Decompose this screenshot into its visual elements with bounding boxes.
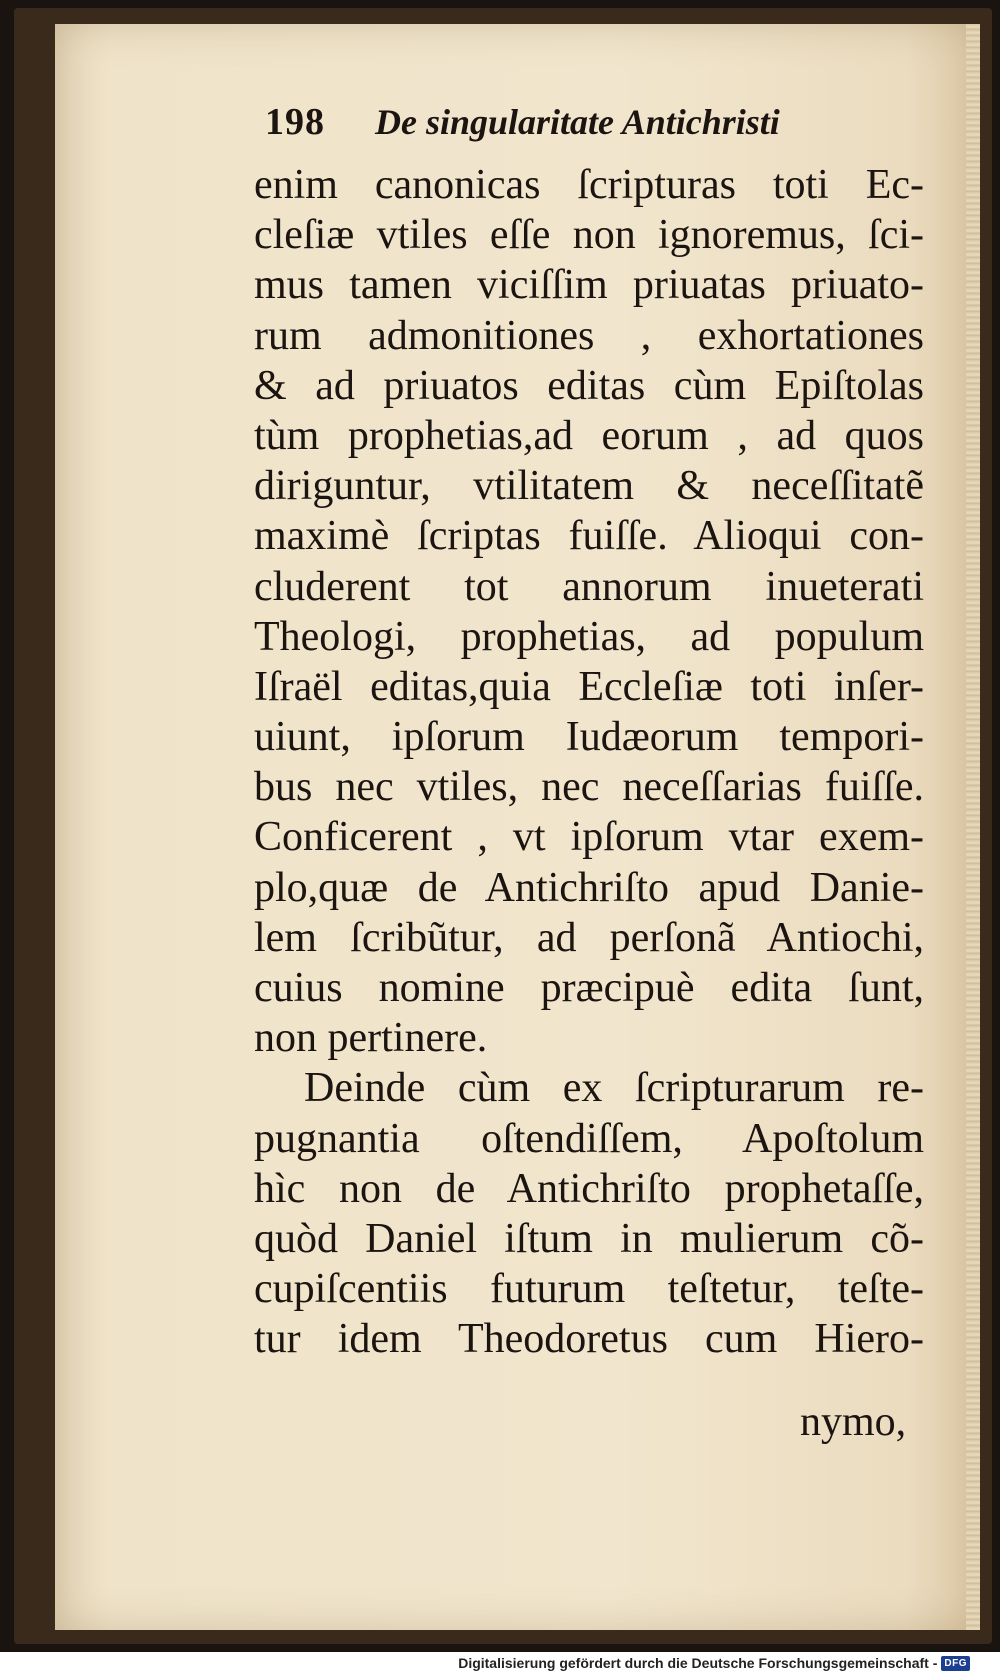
body-text <box>254 160 924 1365</box>
funding-note <box>458 1655 970 1671</box>
footer-bar <box>0 1652 1000 1679</box>
text-line: rum admonitiones , exhortationes <box>254 312 924 359</box>
text-line: tur idem Theodoretus cum Hiero- <box>254 1316 924 1363</box>
text-line: diriguntur, vtilitatem & neceſſitatẽ <box>254 463 924 510</box>
text-line: & ad priuatos editas cùm Epiſtolas <box>254 362 924 409</box>
text-line-paragraph-start: Deinde cùm ex ſcripturarum re- <box>304 1065 924 1112</box>
text-line: cuius nomine præcipuè edita ſunt, <box>254 965 924 1011</box>
text-line: maximè ſcriptas fuiſſe. Alioqui con- <box>254 513 924 560</box>
text-line: mus tamen viciſſim priuatas priuato- <box>254 262 924 309</box>
text-line: plo,quæ de Antichriſto apud Danie- <box>254 864 924 911</box>
text-line: cluderent tot annorum inueterati <box>254 563 924 610</box>
funding-note-text: Digitalisierung gefördert durch die Deutsche Forschungsgemeinschaft - <box>458 1655 938 1671</box>
dfg-logo: DFG <box>941 1656 970 1671</box>
text-line: Iſraël editas,quia Eccleſiæ toti inſer- <box>254 663 924 710</box>
text-line: cupiſcentiis futurum teſtetur, teſte- <box>254 1266 924 1313</box>
page-number: 198 <box>265 101 325 143</box>
text-line: pugnantia oſtendiſſem, Apoſtolum <box>254 1115 924 1162</box>
text-line: Conficerent , vt ipſorum vtar exem- <box>254 814 924 861</box>
running-head <box>265 100 780 150</box>
text-line: bus nec vtiles, nec neceſſarias fuiſſe. <box>254 764 924 811</box>
text-line: lem ſcribũtur, ad perſonã Antiochi, <box>254 914 924 961</box>
text-line: quòd Daniel iſtum in mulierum cõ- <box>254 1215 924 1262</box>
text-line: hìc non de Antichriſto prophetaſſe, <box>254 1165 924 1212</box>
text-line: Theologi, prophetias, ad populum <box>254 613 924 660</box>
text-line: tùm prophetias,ad eorum , ad quos <box>254 412 924 459</box>
running-title: De singularitate Antichristi <box>375 102 780 142</box>
text-line: cleſiæ vtiles eſſe non ignoremus, ſci- <box>254 212 924 259</box>
text-line: uiunt, ipſorum Iudæorum tempori- <box>254 714 924 761</box>
text-line: non pertinere. <box>254 1015 488 1062</box>
text-line: enim canonicas ſcripturas toti Ec- <box>254 162 924 208</box>
page-stack-edge <box>966 24 980 1630</box>
catchword: nymo, <box>800 1399 907 1445</box>
